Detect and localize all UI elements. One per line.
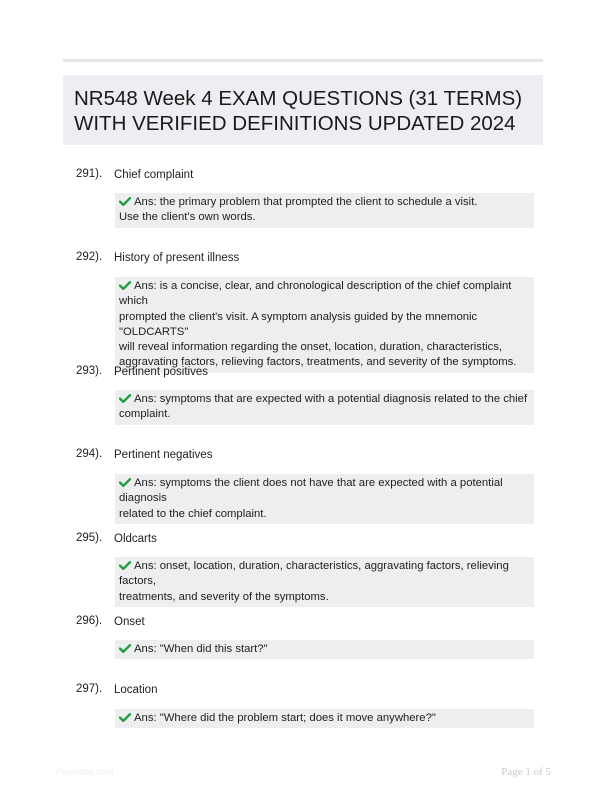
answer-line <box>119 392 528 407</box>
answer-line <box>119 642 528 657</box>
answer-line <box>119 590 528 605</box>
answer-box <box>115 640 534 659</box>
question-term: Pertinent positives <box>114 366 208 378</box>
answer-line <box>119 407 528 422</box>
answer-text: aggravating factors, relieving factors, treatments, and severity of the symptoms. <box>119 356 517 369</box>
answer-text: Ans: "Where did the problem start; does it move anywhere?" <box>134 712 436 724</box>
answer-line <box>119 559 528 590</box>
answer-line <box>119 340 528 355</box>
top-divider <box>63 59 543 62</box>
answer-text: will reveal information regarding the onset, location, duration, characteristics, <box>119 341 503 354</box>
answer-box <box>115 474 534 524</box>
checkmark-icon <box>119 281 131 290</box>
answer-text: Ans: "When did this start?" <box>134 643 268 655</box>
question-term: History of present illness <box>114 252 240 264</box>
question-number: 297). <box>76 683 103 695</box>
answer-box <box>115 557 534 607</box>
answer-line <box>119 711 528 726</box>
checkmark-icon <box>119 561 131 570</box>
question-number: 294). <box>76 448 103 460</box>
answer-text: prompted the client's visit. A symptom analysis guided by the mnemonic "OLDCARTS" <box>119 310 478 338</box>
answer-box <box>115 390 534 425</box>
title-line-1: NR548 Week 4 EXAM QUESTIONS (31 TERMS) <box>74 87 523 110</box>
document-title <box>63 75 543 145</box>
answer-text: Ans: the primary problem that prompted the client to schedule a visit. <box>134 196 478 208</box>
title-line-2: WITH VERIFIED DEFINITIONS UPDATED 2024 <box>74 112 516 135</box>
question-term: Onset <box>114 616 145 628</box>
answer-line <box>119 507 528 522</box>
answer-text: complaint. <box>119 408 171 421</box>
answer-text: Ans: onset, location, duration, characteristics, aggravating factors, relieving factors, <box>119 560 509 588</box>
answer-text: related to the chief complaint. <box>119 507 267 520</box>
answer-line <box>119 210 528 225</box>
checkmark-icon <box>119 644 131 653</box>
answer-text: Ans: symptoms that are expected with a potential diagnosis related to the chief <box>134 393 528 405</box>
answer-text: Ans: is a concise, clear, and chronological description of the chief complaint which <box>119 280 512 308</box>
question-number: 292). <box>76 251 103 263</box>
question-number: 293). <box>76 365 103 377</box>
footer-site: Paperlibe.com <box>56 767 114 777</box>
question-term: Oldcarts <box>114 533 157 545</box>
answer-text: treatments, and severity of the symptoms. <box>119 590 329 603</box>
answer-text: Ans: symptoms the client does not have that are expected with a potential diagnosis <box>119 477 503 505</box>
answer-line <box>119 279 528 310</box>
question-term: Location <box>114 684 158 696</box>
answer-box <box>115 193 534 228</box>
checkmark-icon <box>119 713 131 722</box>
checkmark-icon <box>119 394 131 403</box>
question-number: 291). <box>76 168 103 180</box>
checkmark-icon <box>119 197 131 206</box>
question-number: 295). <box>76 532 103 544</box>
answer-line <box>119 195 528 210</box>
page-indicator: Page 1 of 5 <box>501 766 551 778</box>
answer-box <box>115 277 534 373</box>
answer-box <box>115 709 534 728</box>
question-term: Pertinent negatives <box>114 449 213 461</box>
answer-text: Use the client's own words. <box>119 211 256 224</box>
answer-line <box>119 476 528 507</box>
question-term: Chief complaint <box>114 169 194 181</box>
checkmark-icon <box>119 478 131 487</box>
question-number: 296). <box>76 615 103 627</box>
answer-line <box>119 310 528 341</box>
